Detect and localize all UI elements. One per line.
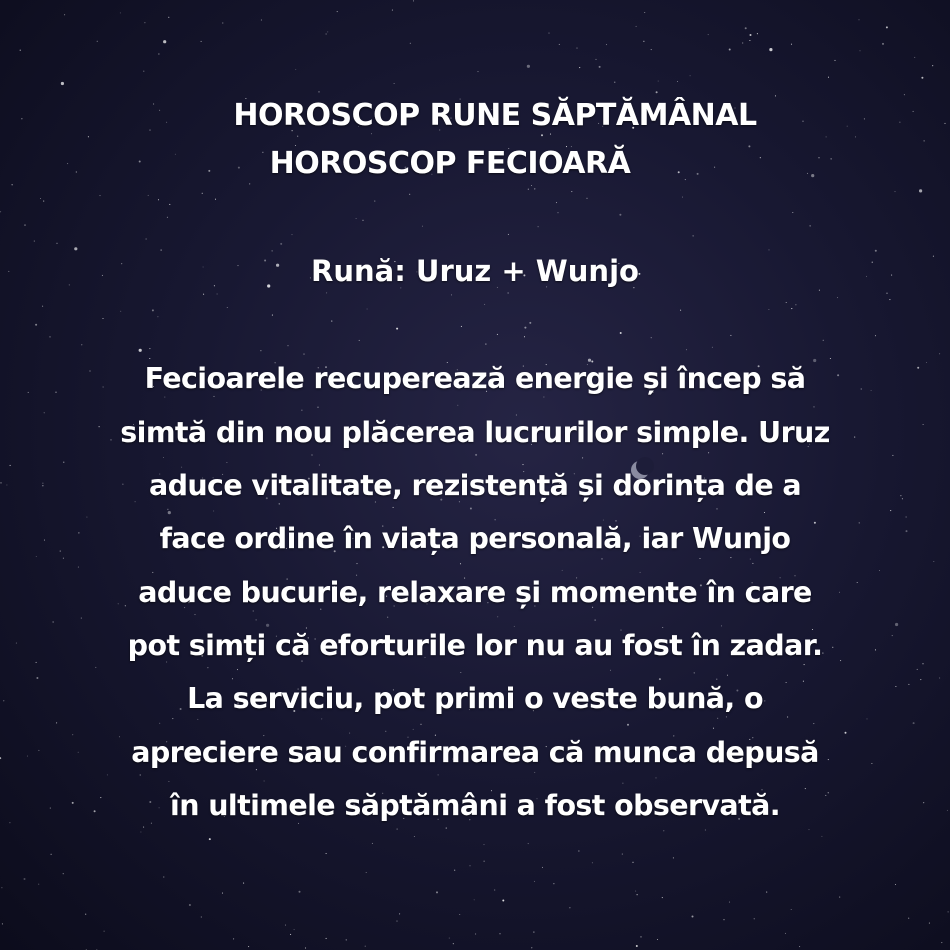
paragraph-line: simtă din nou plăcerea lucrurilor simple. Uruz: [120, 416, 830, 449]
paragraph-line: aduce bucurie, relaxare și momente în care: [138, 576, 812, 609]
paragraph-line: în ultimele săptămâni a fost observată.: [170, 789, 780, 822]
paragraph-line: La serviciu, pot primi o veste bună, o: [187, 682, 763, 715]
paragraph-line: apreciere sau confirmarea că munca depusă: [131, 736, 819, 769]
paragraph-line: aduce vitalitate, rezistență și dorința de a: [148, 469, 802, 502]
title-line-2: HOROSCOP FECIOARĂ: [269, 146, 631, 181]
paragraph-line: pot simți că eforturile lor nu au fost în zadar.: [127, 629, 823, 662]
paragraph-line: face ordine în viața personală, iar Wunjo: [159, 522, 791, 555]
title-line-1: HOROSCOP RUNE SĂPTĂMÂNAL: [233, 98, 757, 133]
paragraph-line: Fecioarele recuperează energie și încep să: [144, 362, 806, 395]
rune-label: Rună: Uruz + Wunjo: [311, 254, 639, 288]
